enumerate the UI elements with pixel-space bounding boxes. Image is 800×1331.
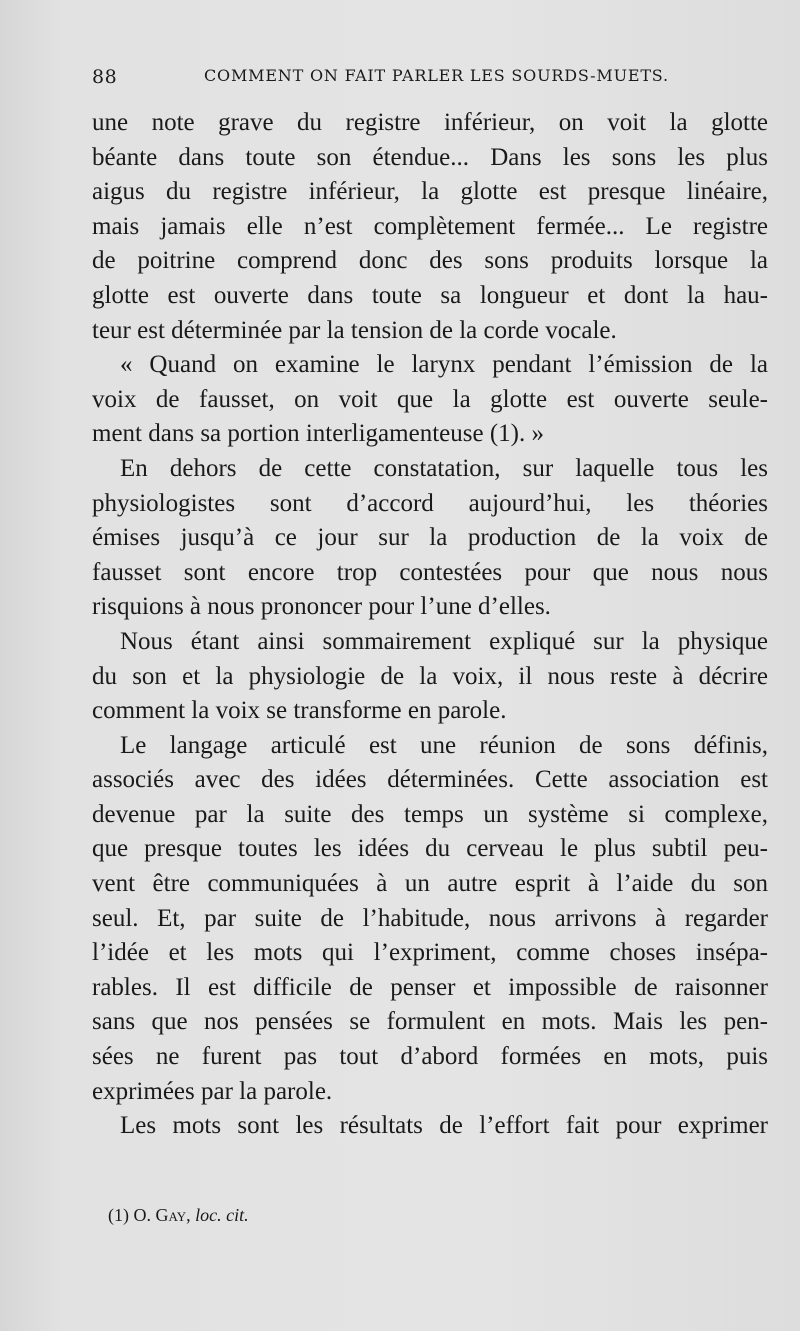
text-line: ment dans sa portion interligamenteuse (1). » [92,420,544,448]
text-line: exprimées par la parole. [92,1077,333,1105]
text-line: de poitrine comprend donc des sons produits lorsque la [92,247,768,275]
text-line: aigus du registre inférieur, la glotte est presque linéaire, [92,178,768,206]
text-line: glotte est ouverte dans toute sa longueur et dont la hau- [92,281,768,309]
text-line: que presque toutes les idées du cerveau le plus subtil peu- [92,835,768,863]
text-line: Le langage articulé est une réunion de sons définis, [120,731,768,759]
text-line: devenue par la suite des temps un système si complexe, [92,800,768,828]
text-line: En dehors de cette constatation, sur laquelle tous les [120,454,768,482]
footnote-marker: (1) [108,1205,129,1225]
text-line: physiologistes sont d’accord aujourd’hui, les théories [92,489,768,517]
text-line: voix de fausset, on voit que la glotte est ouverte seule- [92,385,768,413]
footnote-author: O. Gay, [133,1205,191,1225]
body-text [92,106,768,1144]
text-line: Les mots sont les résultats de l’effort fait pour exprimer [120,1112,768,1140]
text-line: du son et la physiologie de la voix, il nous reste à décrire [92,662,768,690]
text-line: sans que nos pensées se formulent en mots. Mais les pen- [92,1008,768,1036]
text-line: comment la voix se transforme en parole. [92,697,507,725]
text-line: risquions à nous prononcer pour l’une d’elles. [92,593,551,621]
text-line: rables. Il est difficile de penser et impossible de raisonner [92,973,768,1001]
text-line: teur est déterminée par la tension de la corde vocale. [92,316,617,344]
text-line: associés avec des idées déterminées. Cette association est [92,766,768,794]
text-line: l’idée et les mots qui l’expriment, comme choses insépa- [92,939,768,967]
text-line: béante dans toute son étendue... Dans les sons les plus [92,143,768,171]
footnote [108,1205,249,1226]
text-line: seul. Et, par suite de l’habitude, nous arrivons à regarder [92,904,768,932]
text-line: émises jusqu’à ce jour sur la production de la voix de [92,524,768,552]
text-line: Nous étant ainsi sommairement expliqué sur la physique [120,627,768,655]
text-line: « Quand on examine le larynx pendant l’émission de la [120,351,768,379]
text-line: fausset sont encore trop contestées pour que nous nous [92,558,768,586]
page-number: 88 [92,66,118,88]
text-line: mais jamais elle n’est complètement fermée... Le registre [92,212,768,240]
text-line: une note grave du registre inférieur, on voit la glotte [92,109,768,136]
footnote-reference: loc. cit. [195,1205,249,1225]
text-line: vent être communiquées à un autre esprit à l’aide du son [92,870,768,898]
running-title: COMMENT ON FAIT PARLER LES SOURDS-MUETS. [204,66,669,85]
text-line: sées ne furent pas tout d’abord formées en mots, puis [92,1043,768,1071]
